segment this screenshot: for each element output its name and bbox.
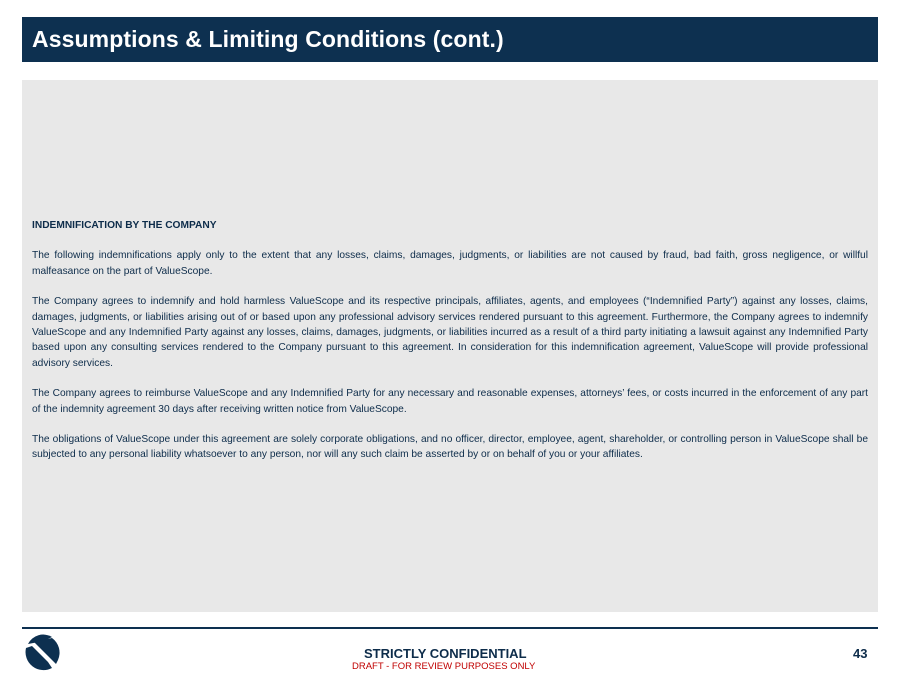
page-title: Assumptions & Limiting Conditions (cont.): [32, 26, 504, 52]
content-panel: [22, 80, 878, 612]
paragraph-scope: The following indemnifications apply only to the extent that any losses, claims, damages, judgments, or liabilities are not caused by fraud, bad faith, gross negligence, or willful malfeasance on the part of ValueScope.: [32, 250, 868, 277]
page-number: 43: [853, 646, 868, 661]
paragraph-reimburse: The Company agrees to reimburse ValueScope and any Indemnified Party for any necessary and reasonable expenses, attorneys’ fees, or costs incurred in the enforcement of any part of the indemnity agreement 30 days after receiving written notice from ValueScope.: [32, 388, 868, 415]
footer-divider: [22, 627, 878, 629]
title-bar: [22, 17, 878, 62]
draft-notice: DRAFT - FOR REVIEW PURPOSES ONLY: [352, 661, 536, 672]
paragraph-indemnify: The Company agrees to indemnify and hold harmless ValueScope and its respective principals, affiliates, agents, and employees (“Indemnified Party”) against any losses, claims, damages, judgments, or liabilities arising out of or based upon any professional advisory services rendered pursuant to this agreement. Furthermore, the Company agrees to indemnify ValueScope and any Indemnified Party against any losses, claims, damages, judgments, or liabilities incurred as a result of a third party initiating a lawsuit against any Indemnified Party based upon any consulting services rendered to the Company pursuant to this agreement. In consideration for this indemnification agreement, ValueScope will provide professional advisory services.: [32, 296, 868, 369]
confidential-label: STRICTLY CONFIDENTIAL: [364, 646, 527, 661]
paragraph-obligations: The obligations of ValueScope under this agreement are solely corporate obligations, and no officer, director, employee, agent, shareholder, or controlling person in ValueScope shall be subjected to any personal liability whatsoever to any person, nor will any such claim be asserted by or on behalf of you or your affiliates.: [32, 434, 868, 461]
text-block: [32, 218, 868, 478]
section-heading: INDEMNIFICATION BY THE COMPANY: [32, 220, 217, 231]
valuescope-logo-icon: [22, 632, 62, 672]
